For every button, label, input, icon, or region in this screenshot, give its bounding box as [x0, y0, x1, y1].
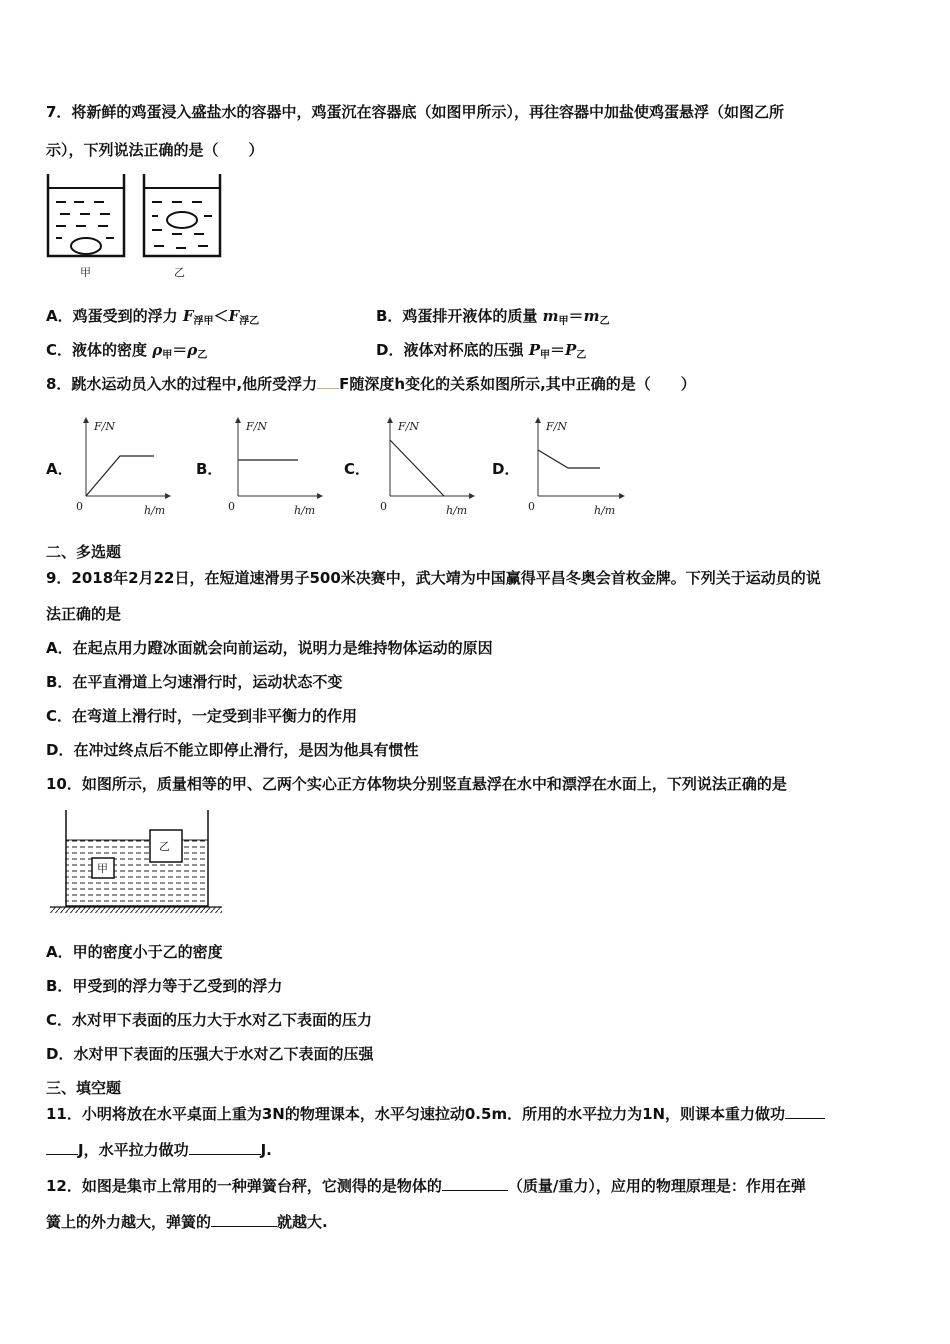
q9-option-d[interactable]: D．在冲过终点后不能立即停止滑行，是因为他具有惯性 [46, 741, 419, 759]
q8-b-origin: 0 [228, 500, 235, 513]
beaker-jia [48, 174, 124, 256]
q11-stem-line1 [46, 1104, 825, 1124]
q9-option-c[interactable]: C．在弯道上滑行时，一定受到非平衡力的作用 [46, 707, 358, 725]
q8-label-a[interactable]: A． [46, 460, 73, 478]
q7-fig-label-jia: 甲 [80, 266, 91, 279]
q7-option-c-sub1: 甲 [162, 350, 173, 361]
q8-graph-d [524, 414, 628, 518]
q10-stem: 10．如图所示，质量相等的甲、乙两个实心正方体物块分别竖直悬浮在水中和漂浮在水面上，下列说法正确的是 [46, 775, 787, 793]
q8-c-origin: 0 [380, 500, 387, 513]
beaker-yi [144, 174, 220, 256]
q7-fig-label-yi: 乙 [174, 266, 185, 279]
q8-a-ylabel: F/N [94, 420, 115, 433]
q8-label-b[interactable]: B． [196, 460, 223, 478]
q10-figure [48, 808, 224, 916]
q7-option-b-text: B．鸡蛋排开液体的质量 [376, 307, 538, 325]
q8-d-origin: 0 [528, 500, 535, 513]
q7-option-a-sub2: 浮乙 [239, 316, 260, 327]
q7-option-b-symbol2: m [583, 307, 600, 325]
q8-a-origin: 0 [76, 500, 83, 513]
q8-stem-part2: F随深度h变化的关系如图所示,其中正确的是（ ） [339, 375, 696, 393]
q8-stem [46, 374, 696, 394]
q7-option-c-sub2: 乙 [197, 350, 208, 361]
q7-option-a-symbol1: F [182, 307, 194, 325]
q11-blank-2[interactable] [189, 1140, 261, 1155]
q11-blank-1a[interactable] [785, 1104, 825, 1119]
q12-text-d: 就越大. [277, 1213, 328, 1231]
q8-label-c[interactable]: C． [344, 460, 371, 478]
q10-block-yi-label: 乙 [159, 840, 170, 853]
q7-option-d-symbol2: P [564, 341, 577, 359]
q7-option-d-symbol1: P [528, 341, 540, 359]
q7-option-c[interactable] [46, 340, 207, 366]
q7-option-d-text: D．液体对杯底的压强 [376, 341, 524, 359]
q7-option-c-text: C．液体的密度 [46, 341, 148, 359]
q8-stem-part1: 8．跳水运动员入水的过程中,他所受浮力 [46, 375, 318, 393]
q7-option-a-text: A．鸡蛋受到的浮力 [46, 307, 178, 325]
q11-stem-line2 [46, 1140, 272, 1160]
q12-blank-2[interactable] [211, 1212, 277, 1227]
q7-option-d-relation: ＝ [549, 341, 565, 359]
q7-option-a-relation: ＜ [213, 307, 229, 325]
q7-option-d[interactable] [376, 340, 586, 366]
q7-option-b-relation: ＝ [568, 307, 584, 325]
q7-option-a-symbol2: F [228, 307, 240, 325]
q9-stem-line2: 法正确的是 [46, 605, 122, 623]
q8-graph-c [376, 414, 476, 518]
q8-blank[interactable] [317, 374, 339, 389]
q12-stem-line2 [46, 1212, 328, 1232]
q8-b-ylabel: F/N [246, 420, 267, 433]
q12-text-b: （质量/重力），应用的物理原理是：作用在弹 [507, 1177, 806, 1195]
q8-a-xlabel: h/m [144, 504, 166, 517]
q12-text-a: 12．如图是集市上常用的一种弹簧台秤，它测得的是物体的 [46, 1177, 442, 1195]
q12-blank-1[interactable] [442, 1176, 508, 1191]
q10-option-c[interactable]: C．水对甲下表面的压力大于水对乙下表面的压力 [46, 1011, 373, 1029]
q7-option-b[interactable] [376, 306, 609, 332]
q12-text-c: 簧上的外力越大，弹簧的 [46, 1213, 212, 1231]
q7-option-a[interactable] [46, 306, 259, 332]
q8-d-ylabel: F/N [546, 420, 567, 433]
q11-line2-text-b: J. [260, 1141, 272, 1159]
q7-option-b-symbol1: m [542, 307, 559, 325]
q10-option-a[interactable]: A．甲的密度小于乙的密度 [46, 943, 223, 961]
q7-stem-line2: 示），下列说法正确的是（ ） [46, 141, 264, 159]
q7-option-c-symbol1: ρ [152, 341, 163, 359]
q7-stem-line1: 7．将新鲜的鸡蛋浸入盛盐水的容器中，鸡蛋沉在容器底（如图甲所示），再往容器中加盐使鸡蛋悬浮（如图乙所 [46, 103, 784, 121]
q7-option-d-sub2: 乙 [576, 350, 587, 361]
q7-option-d-sub1: 甲 [539, 350, 550, 361]
q10-option-d[interactable]: D．水对甲下表面的压强大于水对乙下表面的压强 [46, 1045, 374, 1063]
q8-graph-a [74, 414, 174, 518]
q9-stem-line1: 9．2018年2月22日，在短道速滑男子500米决赛中，武大靖为中国赢得平昌冬奥会首枚金牌。下列关于运动员的说 [46, 569, 821, 587]
q8-c-ylabel: F/N [398, 420, 419, 433]
q10-block-jia-label: 甲 [97, 862, 108, 875]
section-multiple-choice: 二、多选题 [46, 543, 122, 561]
q9-option-a[interactable]: A．在起点用力蹬冰面就会向前运动，说明力是维持物体运动的原因 [46, 639, 493, 657]
q8-label-d[interactable]: D． [492, 460, 520, 478]
section-fill-in: 三、填空题 [46, 1079, 122, 1097]
q7-option-c-relation: ＝ [172, 341, 188, 359]
q11-stem-text: 11．小明将放在水平桌面上重为3N的物理课本，水平匀速拉动0.5m．所用的水平拉力为1N，则课本重力做功 [46, 1105, 786, 1123]
q11-line2-text-a: J，水平拉力做功 [78, 1141, 189, 1159]
q12-stem-line1 [46, 1176, 806, 1196]
q8-c-xlabel: h/m [446, 504, 468, 517]
q10-option-b[interactable]: B．甲受到的浮力等于乙受到的浮力 [46, 977, 283, 995]
q9-option-b[interactable]: B．在平直滑道上匀速滑行时，运动状态不变 [46, 673, 343, 691]
q8-graph-b [224, 414, 324, 518]
q7-option-b-sub1: 甲 [558, 316, 569, 327]
q7-figure [44, 172, 234, 282]
q7-option-b-sub2: 乙 [599, 316, 610, 327]
q11-blank-1b[interactable] [46, 1140, 78, 1155]
q8-d-xlabel: h/m [594, 504, 616, 517]
q7-option-a-sub1: 浮甲 [193, 316, 214, 327]
q7-option-c-symbol2: ρ [187, 341, 198, 359]
q8-b-xlabel: h/m [294, 504, 316, 517]
